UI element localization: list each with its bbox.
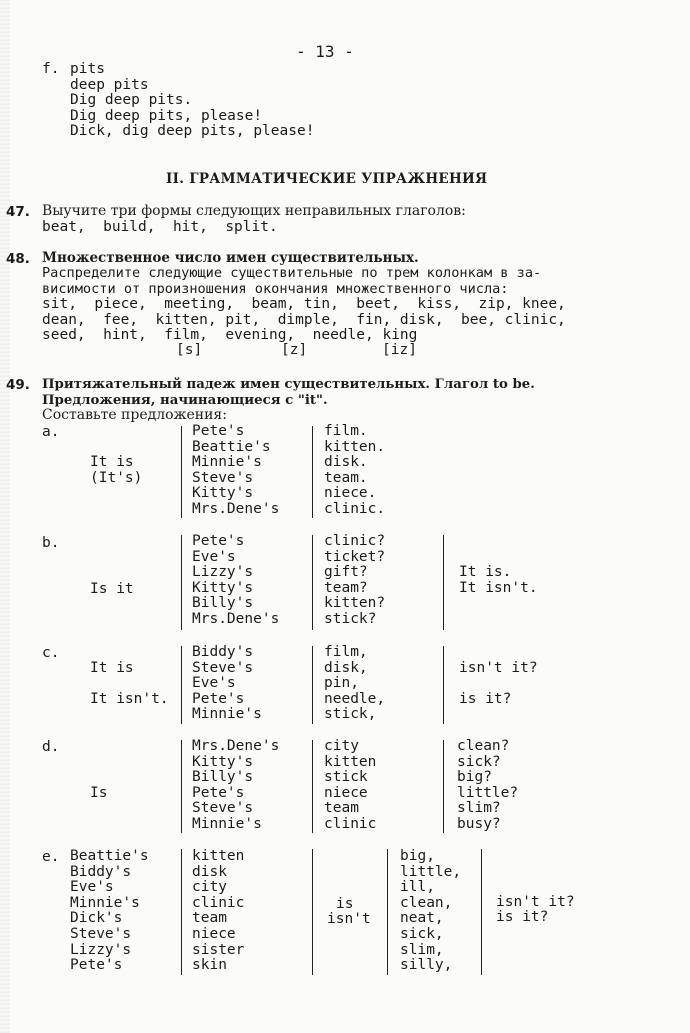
part-b-left: Is it — [90, 581, 134, 597]
part-d-noun: niece — [324, 784, 368, 801]
part-d-name: Pete's — [192, 784, 245, 801]
part-b-answer: It is. — [459, 564, 512, 580]
part-e-tag-2: is it? — [496, 909, 549, 925]
exercise-47-instruction: Выучите три формы следующих неправильных глаголов: — [42, 203, 466, 219]
part-e-adj: silly, — [400, 957, 453, 974]
part-e-adjs — [400, 849, 461, 974]
part-b-noun: team? — [324, 579, 368, 596]
part-e-adj: sick, — [400, 925, 444, 942]
part-a-noun: team. — [324, 469, 368, 486]
ex48-line: sit, piece, meeting, beam, tin, beet, kiss, zip, knee, — [42, 296, 566, 313]
part-a-name: Pete's — [192, 423, 245, 439]
part-d-divider — [312, 740, 313, 833]
part-d-adj: busy? — [457, 815, 501, 832]
part-a-noun: clinic. — [324, 500, 386, 517]
scan-edge-shadow — [0, 0, 10, 1033]
part-d-label: d. — [42, 739, 60, 755]
part-e-noun: niece — [192, 925, 236, 942]
part-c-label: c. — [42, 645, 60, 661]
part-d-adj: big? — [457, 769, 492, 786]
exercise-48-body — [42, 266, 566, 344]
part-d-nouns — [324, 739, 376, 833]
part-b-label: b. — [42, 535, 60, 551]
part-b-name: Kitty's — [192, 579, 254, 596]
part-c-tag-2: is it? — [459, 691, 512, 707]
section-f-lines — [70, 62, 314, 140]
part-a-left-line: (It's) — [90, 469, 143, 486]
part-d-adj: sick? — [457, 753, 501, 770]
part-b-name: Pete's — [192, 533, 245, 549]
part-e-name: Steve's — [70, 925, 132, 942]
part-d-noun: city — [324, 738, 359, 754]
part-e-noun: kitten — [192, 848, 245, 864]
part-e-names — [70, 849, 149, 974]
part-e-name: Dick's — [70, 910, 123, 927]
part-d-left: Is — [90, 785, 108, 801]
part-c-divider — [443, 646, 444, 724]
part-e-adj: ill, — [400, 879, 435, 896]
page-number: - 13 - — [296, 42, 354, 61]
exercise-47-verbs: beat, build, hit, split. — [42, 219, 278, 235]
part-a-name: Kitty's — [192, 485, 254, 502]
part-c-name: Steve's — [192, 659, 254, 676]
ex48-line: висимости от произношения окончания множественного числа: — [42, 280, 509, 297]
part-a-noun: disk. — [324, 454, 368, 471]
part-d-name: Minnie's — [192, 815, 262, 832]
part-a-noun: film. — [324, 423, 368, 439]
f-line: Dig deep pits. — [70, 92, 193, 109]
part-b-nouns — [324, 534, 385, 628]
part-d-name: Billy's — [192, 769, 254, 786]
part-c-noun: needle, — [324, 690, 386, 707]
part-c-noun: disk, — [324, 659, 368, 676]
exercise-49-title-1: Притяжательный падеж имен существительных. Глагол to be. — [42, 377, 535, 392]
part-a-divider — [181, 426, 182, 518]
part-b-noun: stick? — [324, 610, 377, 627]
f-line: pits — [70, 61, 105, 77]
part-e-adj: little, — [400, 863, 462, 880]
part-e-name: Minnie's — [70, 894, 140, 911]
part-b-noun: kitten? — [324, 595, 386, 612]
part-b-divider — [312, 535, 313, 630]
exercise-49-title-2: Предложения, начинающиеся с "it". — [42, 393, 328, 408]
part-a-name: Steve's — [192, 469, 254, 486]
part-b-name: Mrs.Dene's — [192, 610, 280, 627]
part-c-names — [192, 645, 262, 723]
part-b-divider — [181, 535, 182, 630]
part-c-left-1: It is — [90, 660, 134, 676]
part-d-adj: little? — [457, 784, 519, 801]
part-b-noun: gift? — [324, 564, 368, 581]
ex48-line: seed, hint, film, evening, needle, king — [42, 327, 418, 344]
part-e-name: Pete's — [70, 957, 123, 974]
part-d-divider — [443, 740, 444, 833]
f-line: Dick, dig deep pits, please! — [70, 123, 315, 140]
part-b-divider — [443, 535, 444, 630]
part-d-adj: slim? — [457, 800, 501, 817]
part-b-name: Billy's — [192, 595, 254, 612]
part-d-name: Steve's — [192, 800, 254, 817]
column-z: [z] — [281, 342, 308, 358]
part-e-adj: neat, — [400, 910, 444, 927]
ex48-line: dean, fee, kitten, pit, dimple, fin, disk, bee, clinic, — [42, 311, 566, 328]
part-e-name: Beattie's — [70, 848, 149, 864]
part-c-name: Pete's — [192, 690, 245, 707]
section-title: II. ГРАММАТИЧЕСКИЕ УПРАЖНЕНИЯ — [166, 171, 488, 187]
part-e-noun: city — [192, 879, 227, 896]
exercise-47-number: 47. — [6, 204, 30, 220]
part-d-name: Kitty's — [192, 753, 254, 770]
f-line: Dig deep pits, please! — [70, 107, 263, 124]
part-a-left — [90, 455, 142, 486]
exercise-48-title: Множественное число имен существительных. — [42, 250, 419, 266]
exercise-49-instruction: Составьте предложения: — [42, 407, 227, 423]
part-e-adj: clean, — [400, 894, 453, 911]
part-a-name: Minnie's — [192, 454, 262, 471]
part-e-noun: skin — [192, 957, 227, 974]
part-e-noun: team — [192, 910, 227, 927]
part-a-noun: kitten. — [324, 438, 386, 455]
part-e-name: Eve's — [70, 879, 114, 896]
part-e-nouns — [192, 849, 244, 974]
f-line: deep pits — [70, 76, 149, 93]
part-c-noun: film, — [324, 644, 368, 660]
part-e-noun: disk — [192, 863, 227, 880]
exercise-48-number: 48. — [6, 251, 30, 267]
part-a-left-line: It is — [90, 454, 134, 470]
part-d-adjs — [457, 739, 518, 833]
exercise-49-number: 49. — [6, 377, 30, 393]
ex48-line: Распределите следующие существительные по трем колонкам в за- — [42, 265, 542, 281]
column-s: [s] — [176, 342, 203, 358]
part-a-name: Mrs.Dene's — [192, 500, 280, 517]
part-e-label: e. — [42, 849, 60, 865]
part-a-label: a. — [42, 424, 60, 440]
part-a-divider — [312, 426, 313, 518]
part-d-noun: clinic — [324, 815, 377, 832]
part-a-nouns — [324, 424, 385, 518]
column-iz: [iz] — [382, 342, 417, 358]
part-a-noun: niece. — [324, 485, 377, 502]
part-c-noun: pin, — [324, 675, 359, 692]
part-c-noun: stick, — [324, 706, 377, 723]
part-c-divider — [181, 646, 182, 724]
part-e-divider — [481, 849, 482, 975]
part-e-divider — [181, 849, 182, 975]
part-c-left-2: It isn't. — [90, 691, 169, 707]
part-c-name: Eve's — [192, 675, 236, 692]
part-e-noun: clinic — [192, 894, 245, 911]
part-e-verb-2: isn't — [327, 911, 371, 927]
part-b-names — [192, 534, 279, 628]
part-b-noun: clinic? — [324, 533, 386, 549]
part-d-name: Mrs.Dene's — [192, 738, 280, 754]
part-d-divider — [181, 740, 182, 833]
section-f-label: f. — [42, 61, 60, 77]
part-e-tag-1: isn't it? — [496, 894, 575, 910]
part-e-name: Biddy's — [70, 863, 132, 880]
part-b-answer: It isn't. — [459, 579, 538, 596]
part-c-tag-1: isn't it? — [459, 660, 538, 676]
part-d-noun: kitten — [324, 753, 377, 770]
part-e-divider — [312, 849, 313, 975]
part-c-name: Biddy's — [192, 644, 254, 660]
part-c-nouns — [324, 645, 385, 723]
part-e-adj: big, — [400, 848, 435, 864]
part-e-divider — [387, 849, 388, 975]
part-e-noun: sister — [192, 941, 245, 958]
part-d-noun: stick — [324, 769, 368, 786]
part-b-name: Eve's — [192, 548, 236, 565]
part-e-adj: slim, — [400, 941, 444, 958]
part-d-noun: team — [324, 800, 359, 817]
part-e-verb-1: is — [336, 896, 354, 912]
part-a-names — [192, 424, 279, 518]
part-d-adj: clean? — [457, 738, 510, 754]
part-a-name: Beattie's — [192, 438, 271, 455]
part-c-name: Minnie's — [192, 706, 262, 723]
part-b-name: Lizzy's — [192, 564, 254, 581]
part-d-names — [192, 739, 279, 833]
part-b-noun: ticket? — [324, 548, 386, 565]
part-e-name: Lizzy's — [70, 941, 132, 958]
part-c-divider — [312, 646, 313, 724]
part-b-answers — [459, 565, 538, 596]
